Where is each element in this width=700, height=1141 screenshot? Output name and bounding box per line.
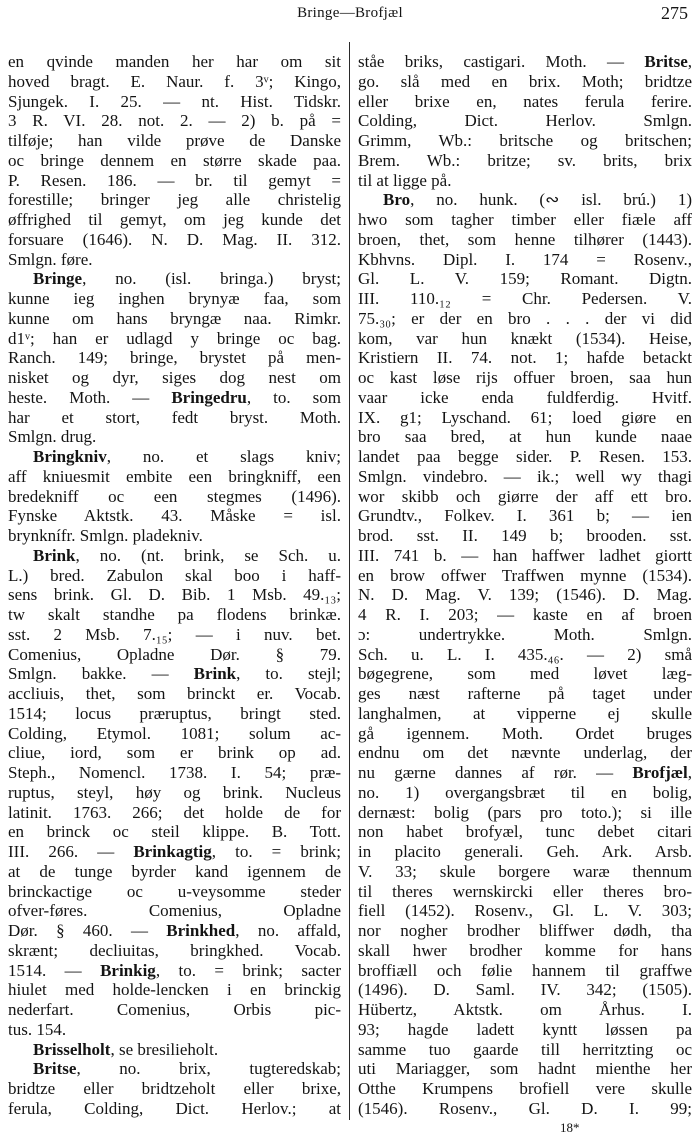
- text-line: [358, 901, 692, 921]
- text-line: [8, 388, 341, 408]
- text-segment: no. 1) overgangsbræt til en bolig,: [358, 782, 692, 802]
- text-line: [358, 72, 692, 92]
- text-line: [8, 151, 341, 171]
- text-line: [358, 1040, 692, 1060]
- text-line: [8, 427, 341, 447]
- text-line: [8, 1059, 341, 1079]
- text-line: [358, 348, 692, 368]
- text-line: [358, 487, 692, 507]
- text-segment: Gl. L. V. 159; Romant. Digtn.: [358, 269, 692, 289]
- text-segment: nor nogher brodher bliffwer dødh, tha: [358, 921, 692, 940]
- text-segment: Comenius, Opladne Dør. § 79.: [8, 644, 341, 664]
- text-line: [8, 447, 341, 467]
- text-line: [358, 585, 692, 605]
- text-segment: wor skibb och giørre der aff ett bro.: [358, 486, 692, 506]
- text-segment: bro saa bred, at hun kunde naae: [358, 427, 692, 447]
- text-line: [8, 921, 341, 941]
- text-segment: (1546). Rosenv., Gl. D. I. 99;: [358, 1098, 692, 1118]
- text-segment: ferula, Colding, Dict. Herlov.; at: [8, 1098, 341, 1118]
- text-line: [8, 506, 341, 526]
- text-line: [8, 230, 341, 250]
- headword: Bro: [383, 190, 411, 210]
- text-line: [8, 526, 341, 546]
- text-segment: , to. = brink; sacter: [155, 960, 341, 980]
- text-segment: in placito generali. Geh. Ark. Arsb.: [358, 842, 692, 861]
- text-line: [358, 250, 692, 270]
- text-segment: latinit. 1763. 266; det holde de for: [8, 802, 341, 822]
- text-segment: hwo som tagher timber eller fiæle aff: [358, 210, 692, 229]
- text-segment: accliuis, thet, som brinckt er. Vocab.: [8, 684, 341, 703]
- text-line: [358, 506, 692, 526]
- text-segment: at de tunge byrder kand igennem de: [8, 861, 341, 881]
- text-segment: sst. 2 Msb. 7.₁₅; — i nuv. bet.: [8, 624, 341, 644]
- text-segment: langhalmen, at vipperne ej skulle: [358, 703, 692, 723]
- text-segment: ges næst rafterne på taget under: [358, 684, 692, 703]
- text-segment: oc kast løse rijs offuer broen, saa hun: [358, 368, 692, 387]
- text-line: [8, 566, 341, 586]
- text-line: [8, 783, 341, 803]
- text-line: [358, 447, 692, 467]
- text-line: [8, 822, 341, 842]
- left-column: [8, 52, 341, 1119]
- text-segment: , to. som: [246, 387, 341, 407]
- text-line: [8, 289, 341, 309]
- column-divider: [349, 42, 350, 1120]
- text-segment: kunne om hans bryngæ naa. Rimkr.: [8, 308, 341, 328]
- text-line: [358, 743, 692, 763]
- right-column: [358, 52, 692, 1119]
- text-segment: 4 R. I. 203; — kaste en af broen: [358, 605, 692, 624]
- text-segment: til at ligge på.: [358, 170, 452, 190]
- text-segment: 75.₃₀; er der en bro . . . der vi did: [358, 308, 692, 328]
- text-segment: Steph., Nomencl. 1738. I. 54; præ-: [8, 763, 341, 782]
- text-segment: ofver-føres. Comenius, Opladne: [8, 901, 341, 921]
- text-line: [358, 763, 692, 783]
- text-line: [358, 862, 692, 882]
- text-segment: en brinck oc steil klippe. B. Tott.: [8, 822, 341, 842]
- text-line: [358, 190, 692, 210]
- text-segment: Smlgn. vindebro. — ik.; well wy thagi: [358, 466, 692, 486]
- text-line: [8, 645, 341, 665]
- text-segment: kom, var hun knækt (1534). Heise,: [358, 328, 692, 348]
- text-line: [8, 250, 341, 270]
- text-segment: go. slå med en brix. Moth; bridtze: [358, 71, 692, 91]
- text-line: [358, 803, 692, 823]
- text-line: [8, 585, 341, 605]
- text-line: [8, 664, 341, 684]
- text-segment: nederfart. Comenius, Orbis pic-: [8, 1000, 341, 1019]
- headword: Britse: [644, 52, 688, 71]
- text-segment: skall hwer brodher komme for hans: [358, 940, 692, 960]
- headword: Brisselholt: [33, 1039, 111, 1059]
- text-line: [8, 941, 341, 961]
- text-segment: , se bresilieholt.: [110, 1039, 219, 1059]
- text-segment: forestille; bringer jeg alle christelig: [8, 190, 341, 210]
- text-line: [358, 92, 692, 112]
- text-line: [358, 467, 692, 487]
- text-line: [8, 309, 341, 329]
- text-segment: sens brink. Gl. D. Bib. 1 Msb. 49.₁₃;: [8, 585, 341, 605]
- text-segment: nisket og dyr, siges dog nest om: [8, 368, 341, 387]
- text-segment: Ranch. 149; bringe, brystet på men-: [8, 348, 341, 368]
- text-line: [358, 941, 692, 961]
- text-line: [8, 842, 341, 862]
- text-line: [8, 487, 341, 507]
- text-line: [8, 131, 341, 151]
- text-line: [358, 289, 692, 309]
- text-segment: øffrighed til gemyt, om jeg kunde det: [8, 210, 341, 229]
- text-line: [8, 862, 341, 882]
- text-segment: , to. = brink;: [211, 842, 341, 861]
- text-line: [358, 961, 692, 981]
- text-segment: Kbhvns. Dipl. I. 174 = Rosenv.,: [358, 249, 692, 269]
- text-segment: P. Resen. 186. — br. til gemyt =: [8, 170, 341, 190]
- text-segment: 93; hagde ladett kyntt løssen pa: [358, 1019, 692, 1039]
- text-line: [358, 408, 692, 428]
- text-segment: brod. sst. II. 149 b; brooden. sst.: [358, 526, 692, 545]
- text-segment: N. D. Mag. V. 139; (1546). D. Mag.: [358, 585, 692, 605]
- text-line: [358, 111, 692, 131]
- text-line: [358, 625, 692, 645]
- text-line: [8, 803, 341, 823]
- text-segment: heste. Moth. —: [8, 387, 172, 407]
- text-segment: Sjungek. I. 25. — nt. Hist. Tidskr.: [8, 91, 341, 111]
- text-segment: ruptus, steyl, høy og brink. Nucleus: [8, 782, 341, 802]
- text-segment: Smlgn. bakke. —: [8, 664, 194, 684]
- text-line: [8, 1020, 341, 1040]
- text-line: [8, 961, 341, 981]
- text-line: [358, 724, 692, 744]
- text-segment: III. 741 b. — han haffwer ladhet giortt: [358, 545, 692, 565]
- text-segment: 1514; locus præruptus, bringt sted.: [8, 703, 341, 723]
- text-segment: d1ᵛ; han er udlagd y bringe oc bag.: [8, 328, 341, 348]
- text-segment: , no. et slags kniv;: [106, 447, 341, 466]
- text-segment: , no. affald,: [235, 921, 341, 940]
- text-segment: forsuare (1646). N. D. Mag. II. 312.: [8, 229, 341, 249]
- text-segment: Dør. § 460. —: [8, 921, 167, 940]
- text-line: [358, 882, 692, 902]
- text-line: [358, 309, 692, 329]
- text-segment: Grundtv., Folkev. I. 361 b; — ien: [358, 506, 692, 526]
- text-line: [358, 151, 692, 171]
- text-line: [358, 388, 692, 408]
- text-line: [358, 664, 692, 684]
- text-segment: ståe briks, castigari. Moth. —: [358, 52, 645, 71]
- headword: Brofjæl: [632, 763, 688, 782]
- text-line: [8, 368, 341, 388]
- text-line: [358, 52, 692, 72]
- text-segment: cliue, iord, som er brink op ad.: [8, 743, 341, 763]
- text-segment: hiulet med holde-lencken i en brinckig: [8, 980, 341, 1000]
- text-segment: Sch. u. L. I. 435.₄₆. — 2) små: [358, 644, 692, 664]
- text-segment: vaar icke enda fuldferdig. Hvitf.: [358, 387, 692, 407]
- text-line: [358, 131, 692, 151]
- text-line: [358, 980, 692, 1000]
- text-segment: dernæst: bolig (pars pro toto.); si ille: [358, 802, 692, 822]
- text-segment: bridtze eller bridtzeholt eller brixe,: [8, 1079, 341, 1098]
- text-line: [358, 704, 692, 724]
- text-line: [8, 980, 341, 1000]
- text-segment: , no. hunk. (∾ isl. brú.) 1): [410, 190, 692, 210]
- text-line: [358, 230, 692, 250]
- text-line: [8, 1079, 341, 1099]
- text-line: [358, 1099, 692, 1119]
- text-segment: en brow offwer Traffwen mynne (1534).: [358, 565, 692, 585]
- text-segment: landet paa begge sider. P. Resen. 153.: [358, 447, 692, 466]
- text-segment: bredekniff oc een stegmes (1496).: [8, 486, 341, 506]
- text-line: [358, 368, 692, 388]
- text-line: [8, 901, 341, 921]
- text-segment: Brem. Wb.: britze; sv. brits, brix: [358, 150, 692, 170]
- text-segment: L.) bred. Zabulon skal boo i haff-: [8, 565, 341, 585]
- text-segment: tw skalt standhe pa flodens brinkæ.: [8, 605, 341, 624]
- text-line: [8, 72, 341, 92]
- text-segment: eller brixe en, nates ferula ferire.: [358, 91, 692, 111]
- text-line: [358, 1000, 692, 1020]
- text-segment: en qvinde manden her har om sit: [8, 52, 341, 71]
- text-line: [358, 329, 692, 349]
- text-segment: kunne ieg inghen brynyæ faa, som: [8, 289, 341, 308]
- text-line: [8, 605, 341, 625]
- text-segment: (1496). D. Saml. IV. 342; (1505).: [358, 980, 692, 1000]
- headword: Brinkig: [100, 960, 156, 980]
- text-segment: aff kniuesmit embite een bringkniff, een: [8, 466, 341, 486]
- signature-mark: 18*: [560, 1120, 580, 1135]
- headword: Bringe: [33, 269, 83, 289]
- text-segment: V. 33; skule borgere waræ thennum: [358, 861, 692, 881]
- text-segment: III. 110.₁₂ = Chr. Pedersen. V.: [358, 289, 692, 308]
- text-line: [8, 190, 341, 210]
- text-segment: III. 266. —: [8, 842, 134, 861]
- text-segment: hoved bragt. E. Naur. f. 3ᵛ; Kingo,: [8, 71, 341, 91]
- text-line: [358, 171, 692, 191]
- text-segment: Fynske Aktstk. 43. Måske = isl.: [8, 506, 341, 526]
- text-line: [8, 467, 341, 487]
- running-head: Bringe—Brofjæl: [297, 5, 403, 21]
- text-line: [8, 92, 341, 112]
- text-segment: har et stort, fedt bryst. Moth.: [8, 407, 341, 427]
- text-segment: nu gærne dannes af rør. —: [358, 763, 633, 782]
- text-line: [8, 408, 341, 428]
- text-line: [8, 625, 341, 645]
- text-line: [358, 921, 692, 941]
- headword: Bringedru: [171, 387, 247, 407]
- text-line: [8, 684, 341, 704]
- text-segment: bøgegrene, som med løvet læg-: [358, 664, 692, 684]
- text-line: [358, 210, 692, 230]
- text-segment: oc bringe dennem en større skade paa.: [8, 150, 341, 170]
- text-line: [358, 526, 692, 546]
- text-line: [8, 704, 341, 724]
- text-segment: Hübertz, Aktstk. om Århus. I.: [358, 1000, 692, 1019]
- text-line: [8, 743, 341, 763]
- text-line: [358, 566, 692, 586]
- text-line: [358, 1059, 692, 1079]
- text-segment: , no. (nt. brink, se Sch. u.: [75, 545, 341, 565]
- headword: Brink: [193, 664, 237, 684]
- text-segment: IX. g1; Lyschand. 61; loed giøre en: [358, 407, 692, 427]
- text-line: [358, 605, 692, 625]
- text-segment: til theres wernskircki eller theres bro-: [358, 881, 692, 901]
- text-segment: non habet brofyæl, tunc debet citari: [358, 822, 692, 842]
- headword: Bringkniv: [33, 447, 107, 466]
- text-segment: ɔ: undertrykke. Moth. Smlgn.: [358, 624, 692, 644]
- text-segment: 1514. —: [8, 960, 101, 980]
- text-line: [8, 52, 341, 72]
- headword: Britse: [33, 1059, 77, 1079]
- text-segment: tus. 154.: [8, 1019, 67, 1039]
- text-line: [358, 269, 692, 289]
- text-segment: 3 R. VI. 28. not. 2. — 2) b. på =: [8, 111, 341, 131]
- text-line: [358, 842, 692, 862]
- text-segment: brynknífr. Smlgn. pladekniv.: [8, 526, 203, 545]
- text-line: [358, 645, 692, 665]
- text-segment: Grimm, Wb.: britsche og britschen;: [358, 131, 692, 150]
- text-segment: endnu om det nævnte underlag, der: [358, 743, 692, 763]
- text-line: [8, 724, 341, 744]
- text-line: [8, 329, 341, 349]
- text-segment: samme tuo gaarde till herritzting oc: [358, 1039, 692, 1059]
- text-line: [8, 882, 341, 902]
- text-line: [358, 684, 692, 704]
- text-segment: ,: [687, 52, 692, 71]
- text-segment: , no. (isl. bringa.) bryst;: [82, 269, 341, 289]
- text-segment: Smlgn. føre.: [8, 249, 93, 269]
- text-segment: skrænt; decliuitas, bringkhed. Vocab.: [8, 940, 341, 960]
- text-segment: broen, thet, som henne tilhører (1443).: [358, 229, 692, 249]
- text-segment: tilføje; han vilde prøve de Danske: [8, 131, 341, 150]
- text-line: [8, 1000, 341, 1020]
- headword: Brinkagtig: [133, 842, 212, 861]
- text-line: [8, 1099, 341, 1119]
- text-line: [8, 210, 341, 230]
- text-segment: , no. brix, tugteredskab;: [76, 1059, 341, 1079]
- text-segment: , to. stejl;: [236, 664, 341, 684]
- text-segment: broffiæll och følie hannem til graffwe: [358, 960, 692, 980]
- text-line: [358, 822, 692, 842]
- text-line: [8, 763, 341, 783]
- text-line: [358, 1079, 692, 1099]
- text-segment: Colding, Etymol. 1081; solum ac-: [8, 723, 341, 743]
- text-line: [8, 171, 341, 191]
- text-segment: Kristiern II. 74. not. 1; hafde betackt: [358, 348, 692, 368]
- text-segment: gå igennem. Moth. Ordet bruges: [358, 723, 692, 743]
- page-number: 275: [661, 3, 688, 23]
- headword: Brink: [33, 545, 76, 565]
- text-segment: Smlgn. drug.: [8, 427, 97, 447]
- text-segment: uti Mariagger, som hadnt mienthe her: [358, 1059, 692, 1079]
- text-line: [358, 546, 692, 566]
- text-line: [358, 1020, 692, 1040]
- text-segment: brinckactige oc u-veysomme steder: [8, 881, 341, 901]
- text-line: [358, 427, 692, 447]
- text-segment: ,: [687, 763, 692, 782]
- text-line: [8, 269, 341, 289]
- text-line: [8, 1040, 341, 1060]
- headword: Brinkhed: [166, 921, 236, 940]
- text-line: [8, 546, 341, 566]
- text-segment: Colding, Dict. Herlov. Smlgn.: [358, 111, 692, 131]
- text-segment: Otthe Krumpens brofiell vere skulle: [358, 1079, 692, 1098]
- text-line: [8, 348, 341, 368]
- text-line: [358, 783, 692, 803]
- text-segment: fiell (1452). Rosenv., Gl. L. V. 303;: [358, 901, 692, 921]
- text-line: [8, 111, 341, 131]
